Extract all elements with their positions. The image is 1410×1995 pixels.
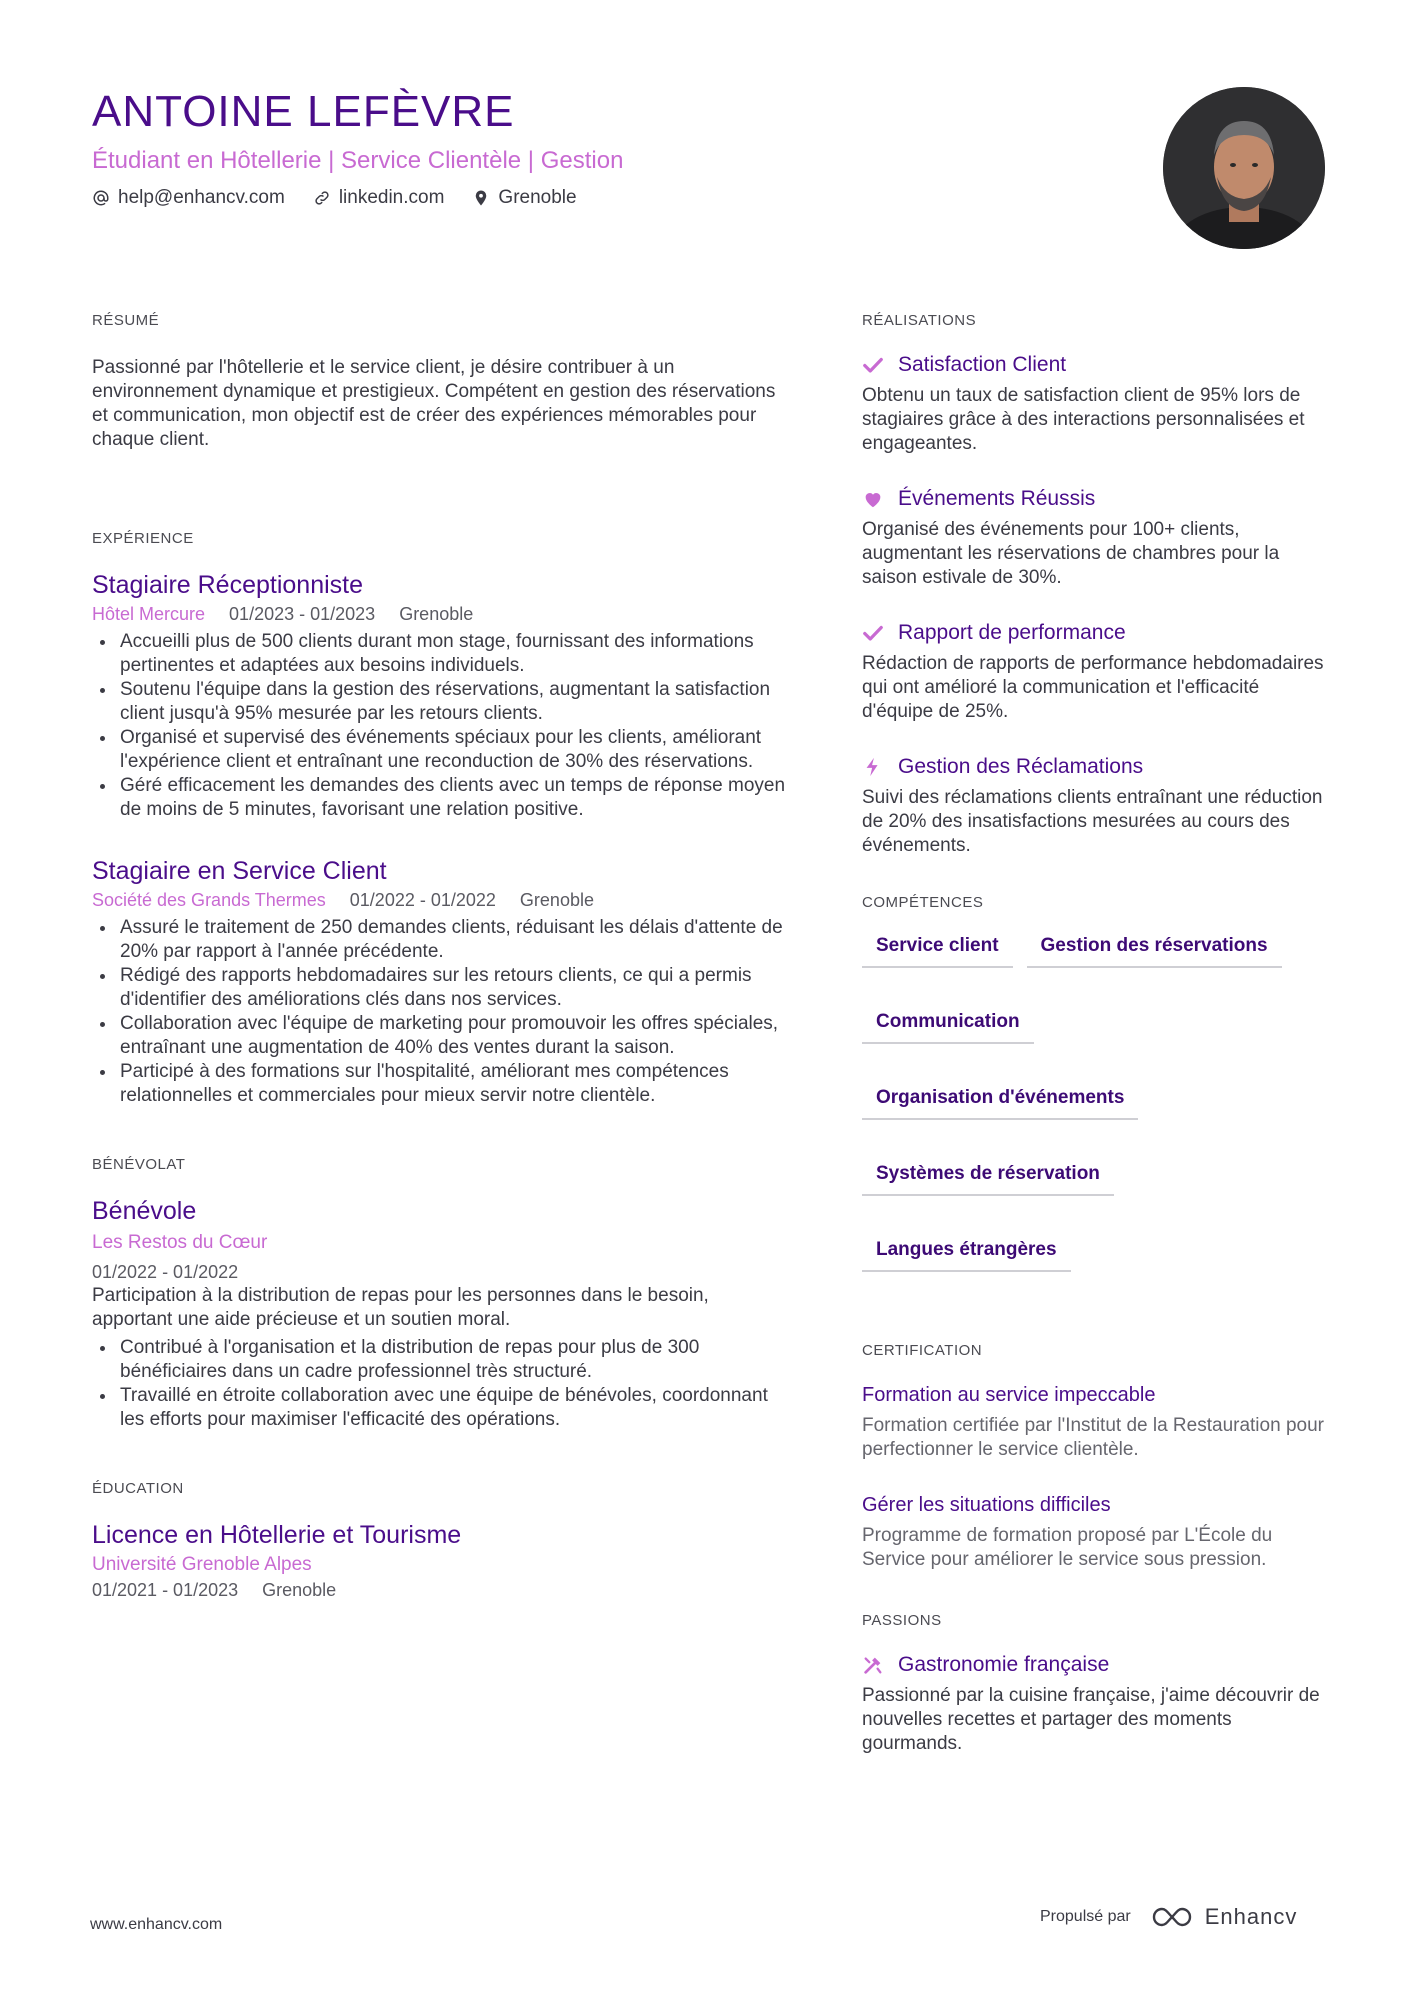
experience-section bbox=[92, 530, 792, 1108]
job-title: Stagiaire Réceptionniste bbox=[92, 571, 363, 599]
contact-location bbox=[472, 186, 576, 210]
achievement-title: Satisfaction Client bbox=[898, 353, 1067, 376]
volunteer-section bbox=[92, 1156, 792, 1432]
achievement-item bbox=[862, 486, 1332, 590]
cooking-icon bbox=[862, 1654, 884, 1676]
school-name: Université Grenoble Alpes bbox=[92, 1554, 312, 1575]
bullet-item: Contribué à l'organisation et la distribution de repas pour plus de 300 bénéficiaires dans un cadre professionnel très structuré. bbox=[92, 1336, 792, 1384]
section-title: ÉDUCATION bbox=[92, 1480, 184, 1497]
candidate-name: ANTOINE LEFÈVRE bbox=[92, 87, 515, 136]
section-title: BÉNÉVOLAT bbox=[92, 1156, 186, 1173]
job-meta bbox=[92, 602, 792, 626]
candidate-headline: Étudiant en Hôtellerie | Service Clientèle | Gestion bbox=[92, 147, 624, 174]
contact-email[interactable] bbox=[92, 186, 285, 210]
achievement-item bbox=[862, 620, 1332, 724]
certification-text: Programme de formation proposé par L'École du Service pour améliorer le service sous pression. bbox=[862, 1525, 1273, 1570]
bullet-item: Organisé et supervisé des événements spéciaux pour les clients, améliorant l'expérience client et entraînant une reconduction de 30% des réservations. bbox=[92, 726, 792, 774]
skill-tag: Systèmes de réservation bbox=[862, 1156, 1114, 1196]
education-location: Grenoble bbox=[262, 1580, 337, 1600]
footer-website[interactable]: www.enhancv.com bbox=[90, 1916, 223, 1933]
certification-text: Formation certifiée par l'Institut de la Restauration pour perfectionner le service clientèle. bbox=[862, 1415, 1324, 1460]
bullet-item: Collaboration avec l'équipe de marketing pour promouvoir les offres spéciales, entraînant une augmentation de 40% des ventes durant la saison. bbox=[92, 1012, 792, 1060]
bolt-icon bbox=[862, 756, 884, 778]
company-name: Société des Grands Thermes bbox=[92, 890, 326, 910]
skill-tag: Communication bbox=[862, 1004, 1034, 1044]
section-title: COMPÉTENCES bbox=[862, 894, 984, 911]
job-bullets bbox=[92, 916, 792, 1108]
volunteer-bullets bbox=[92, 1336, 792, 1432]
achievement-title: Événements Réussis bbox=[898, 487, 1096, 510]
job-location: Grenoble bbox=[399, 604, 474, 624]
achievement-header bbox=[862, 754, 1332, 780]
job-meta bbox=[92, 888, 792, 912]
achievements-section bbox=[862, 312, 1332, 858]
achievement-item bbox=[862, 352, 1332, 456]
achievement-header bbox=[862, 620, 1332, 646]
section-title: CERTIFICATION bbox=[862, 1342, 983, 1359]
brand-logo[interactable] bbox=[1151, 1904, 1298, 1930]
achievement-title: Rapport de performance bbox=[898, 621, 1126, 644]
passions-section bbox=[862, 1612, 1332, 1756]
enhancv-logo-icon bbox=[1151, 1905, 1197, 1929]
bullet-item: Soutenu l'équipe dans la gestion des réservations, augmentant la satisfaction client jusqu'à 95% mesurée par les retours clients. bbox=[92, 678, 792, 726]
achievement-text: Obtenu un taux de satisfaction client de 95% lors de stagiaires grâce à des interactions personnalisées et engageantes. bbox=[862, 385, 1305, 454]
section-title: RÉSUMÉ bbox=[92, 312, 160, 329]
bullet-item: Géré efficacement les demandes des clients avec un temps de réponse moyen de moins de 5 minutes, favorisant une relation positive. bbox=[92, 774, 792, 822]
location-text: Grenoble bbox=[498, 187, 577, 208]
education-dates: 01/2021 - 01/2023 bbox=[92, 1580, 239, 1600]
job-title: Stagiaire en Service Client bbox=[92, 857, 387, 885]
at-icon bbox=[92, 189, 110, 207]
bullet-item: Assuré le traitement de 250 demandes clients, réduisant les délais d'attente de 20% par rapport à l'année précédente. bbox=[92, 916, 792, 964]
skill-tag: Organisation d'événements bbox=[862, 1080, 1138, 1120]
education-section bbox=[92, 1480, 792, 1602]
skill-tag: Service client bbox=[862, 928, 1013, 968]
contact-bar bbox=[92, 186, 577, 210]
passion-item bbox=[862, 1652, 1332, 1756]
achievement-text: Organisé des événements pour 100+ clients, augmentant les réservations de chambres pour la saison estivale de 30%. bbox=[862, 519, 1280, 588]
volunteer-role: Bénévole bbox=[92, 1197, 197, 1225]
bullet-item: Travaillé en étroite collaboration avec une équipe de bénévoles, coordonnant les efforts pour maximiser l'efficacité des opérations. bbox=[92, 1384, 792, 1432]
skills-list bbox=[862, 928, 1332, 1272]
passion-header bbox=[862, 1652, 1332, 1678]
profile-photo bbox=[1163, 87, 1325, 249]
job-location: Grenoble bbox=[519, 890, 594, 910]
section-title: RÉALISATIONS bbox=[862, 312, 977, 329]
passion-text: Passionné par la cuisine française, j'aime découvrir de nouvelles recettes et partager des moments gourmands. bbox=[862, 1685, 1320, 1754]
skills-section bbox=[862, 894, 1332, 1272]
skill-tag: Gestion des réservations bbox=[1027, 928, 1282, 968]
contact-linkedin[interactable] bbox=[313, 186, 445, 210]
left-column bbox=[92, 312, 792, 1602]
check-icon bbox=[862, 354, 884, 376]
skill-tag: Langues étrangères bbox=[862, 1232, 1071, 1272]
location-pin-icon bbox=[472, 189, 490, 207]
linkedin-text: linkedin.com bbox=[338, 187, 445, 208]
bullet-item: Participé à des formations sur l'hospitalité, améliorant mes compétences relationnelles et commerciales pour mieux servir notre clientèle. bbox=[92, 1060, 792, 1108]
certification-title: Gérer les situations difficiles bbox=[862, 1494, 1111, 1516]
link-icon bbox=[313, 189, 331, 207]
achievement-item bbox=[862, 754, 1332, 858]
section-title: PASSIONS bbox=[862, 1612, 942, 1629]
achievement-text: Rédaction de rapports de performance hebdomadaires qui ont amélioré la communication et l'efficacité d'équipe de 25%. bbox=[862, 653, 1324, 722]
volunteer-text: Participation à la distribution de repas pour les personnes dans le besoin, apportant une aide précieuse et un soutien moral. bbox=[92, 1285, 709, 1330]
certification-item bbox=[862, 1382, 1332, 1462]
summary-text: Passionné par l'hôtellerie et le service client, je désire contribuer à un environnement dynamique et prestigieux. Compétent en gestion des réservations et communication, mon objectif est de créer des expériences mémorables pour chaque client. bbox=[92, 357, 776, 450]
job-bullets bbox=[92, 630, 792, 822]
email-text: help@enhancv.com bbox=[118, 187, 285, 208]
section-title: EXPÉRIENCE bbox=[92, 530, 194, 547]
bullet-item: Accueilli plus de 500 clients durant mon stage, fournissant des informations pertinentes et adaptées aux besoins individuels. bbox=[92, 630, 792, 678]
volunteer-org: Les Restos du Cœur bbox=[92, 1232, 268, 1253]
certification-item bbox=[862, 1492, 1332, 1572]
avatar bbox=[1163, 87, 1325, 249]
job-entry bbox=[92, 856, 792, 1108]
certification-title: Formation au service impeccable bbox=[862, 1384, 1156, 1406]
brand-name: Enhancv bbox=[1204, 1904, 1298, 1929]
job-entry bbox=[92, 570, 792, 822]
achievement-title: Gestion des Réclamations bbox=[898, 755, 1144, 778]
right-column bbox=[862, 312, 1332, 1786]
achievement-header bbox=[862, 352, 1332, 378]
resume-section bbox=[92, 312, 792, 452]
powered-by-text: Propulsé par bbox=[1040, 1908, 1131, 1925]
company-name: Hôtel Mercure bbox=[92, 604, 206, 624]
job-dates: 01/2022 - 01/2022 bbox=[349, 890, 496, 910]
degree-title: Licence en Hôtellerie et Tourisme bbox=[92, 1521, 462, 1549]
achievement-text: Suivi des réclamations clients entraînant une réduction de 20% des insatisfactions mesurées au cours des événements. bbox=[862, 787, 1323, 856]
check-icon bbox=[862, 622, 884, 644]
certification-section bbox=[862, 1342, 1332, 1572]
education-meta bbox=[92, 1578, 792, 1602]
heart-icon bbox=[862, 488, 884, 510]
volunteer-dates: 01/2022 - 01/2022 bbox=[92, 1262, 239, 1282]
job-dates: 01/2023 - 01/2023 bbox=[229, 604, 376, 624]
achievement-header bbox=[862, 486, 1332, 512]
footer-branding bbox=[1040, 1904, 1297, 1930]
bullet-item: Rédigé des rapports hebdomadaires sur les retours clients, ce qui a permis d'identifier des améliorations clés dans nos services. bbox=[92, 964, 792, 1012]
passion-title: Gastronomie française bbox=[898, 1653, 1110, 1676]
